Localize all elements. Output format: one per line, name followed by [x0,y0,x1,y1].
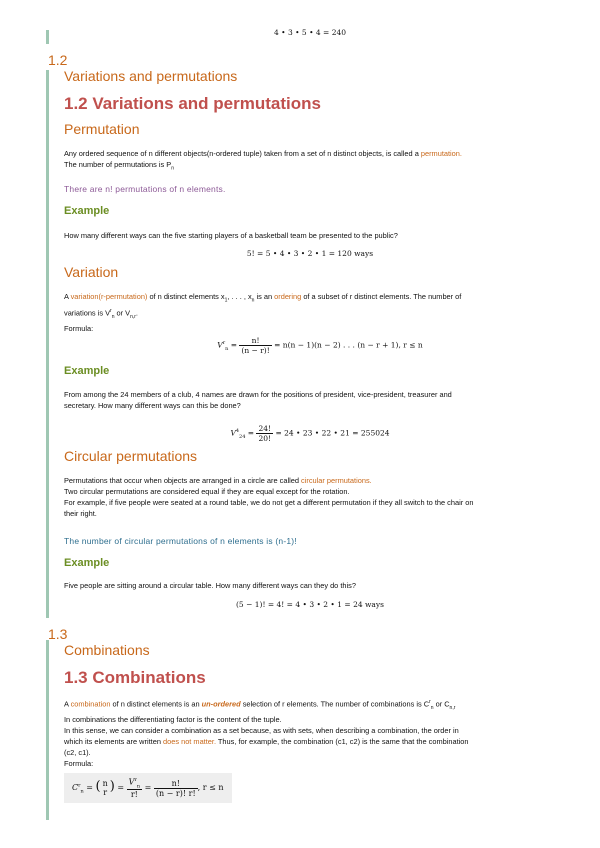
circular-example-formula: (5 − 1)! = 4! = 4 • 3 • 2 • 1 = 24 ways [236,600,384,609]
combinations-subtitle: Combinations [64,642,150,658]
permutation-example-heading: Example [64,205,110,217]
combination-term: combination [70,699,111,709]
circular-note: The number of circular permutations of n elements is (n-1)! [64,536,297,546]
permutation-example-text: How many different ways can the five starting players of a basketball team be presented to the public? [64,231,398,240]
permutation-term: permutation. [420,149,462,158]
circular-definition: Permutations that occur when objects are arranged in a circle are called circular permutations. Two circular permutations are considered equal if they are equal except for the rotation. For example, if five people were seated at a round table, we do not get a different permutation if they all switch to the chair on their right. [64,476,474,518]
permutation-heading: Permutation [64,121,140,137]
combinations-title: 1.3 Combinations [64,668,206,687]
variation-example-text: From among the 24 members of a club, 4 names are drawn for the positions of president, vice-president, treasurer and secretary. How many different ways can this be done? [64,390,452,410]
combination-formula: $C^r_n$ = ( n r ) = $\frac{V^r_n}{r!}$ = $\frac{n!}{(n - r)! r!}$ , r ≤ n [64,773,232,803]
circular-example-text: Five people are sitting around a circular table. How many different ways can they do this? [64,581,356,590]
circular-term: circular permutations. [301,476,372,485]
section-number-1-2: 1.2 [48,52,68,68]
variation-example-heading: Example [64,365,110,377]
ordering-term: ordering [274,292,302,301]
section-1-3-bar [46,640,49,820]
circular-heading: Circular permutations [64,448,198,464]
variation-term: variation(r-permutation) [70,292,148,301]
does-not-matter-term: does not matter. [163,736,216,746]
variation-heading: Variation [64,264,119,280]
variation-definition: A variation(r-permutation) of n distinct elements $x_1$, . . . , $x_n$ is an ordering of a subset of r distinct elements. The number of variations is $V^r_n$ or $V_{n,r}$. Formula: [64,292,462,334]
permutation-example-formula: 5! = 5 • 4 • 3 • 2 • 1 = 120 ways [246,249,374,258]
top-quote-bar [46,30,49,44]
variation-formula: $V^r_n$ = $\frac{n!}{(n - r)!}$ = n(n − 1)(n − 2) . . . (n − r + 1), r ≤ n [217,336,423,355]
section-number-1-3: 1.3 [48,626,68,642]
unordered-term: un-ordered [201,699,241,709]
section-title: 1.2 Variations and permutations [64,94,321,113]
variation-example-formula: $V^4_{24}$ = $\frac{24!}{20!}$ = 24 • 23 • 22 • 21 = 255024 [230,424,390,443]
section-1-2-bar [46,70,49,618]
permutation-definition: Any ordered sequence of n different objects(n-ordered tuple) taken from a set of n distinct objects, is called a permutation. The number of permutations is $P_n$ [64,149,462,172]
section-subtitle: Variations and permutations [64,68,238,84]
circular-example-heading: Example [64,557,110,569]
top-formula: 4 • 3 • 5 • 4 = 240 [273,28,347,37]
combinations-definition: A combination of n distinct elements is an un-ordered selection of r elements. The number of combinations is $C^r_n$ or $C_{n,r}$ In combinations the differentiating factor is the content of the tuple. In this sense, we can consider a combination as a set because, as with sets, when describing a combination, the order in which its elements are written does not matter. Thus, for example, the combination (c1, c2) is the same that the combination (c2, c1). Formula: [64,699,469,768]
permutation-note: There are n! permutations of n elements. [64,184,226,194]
